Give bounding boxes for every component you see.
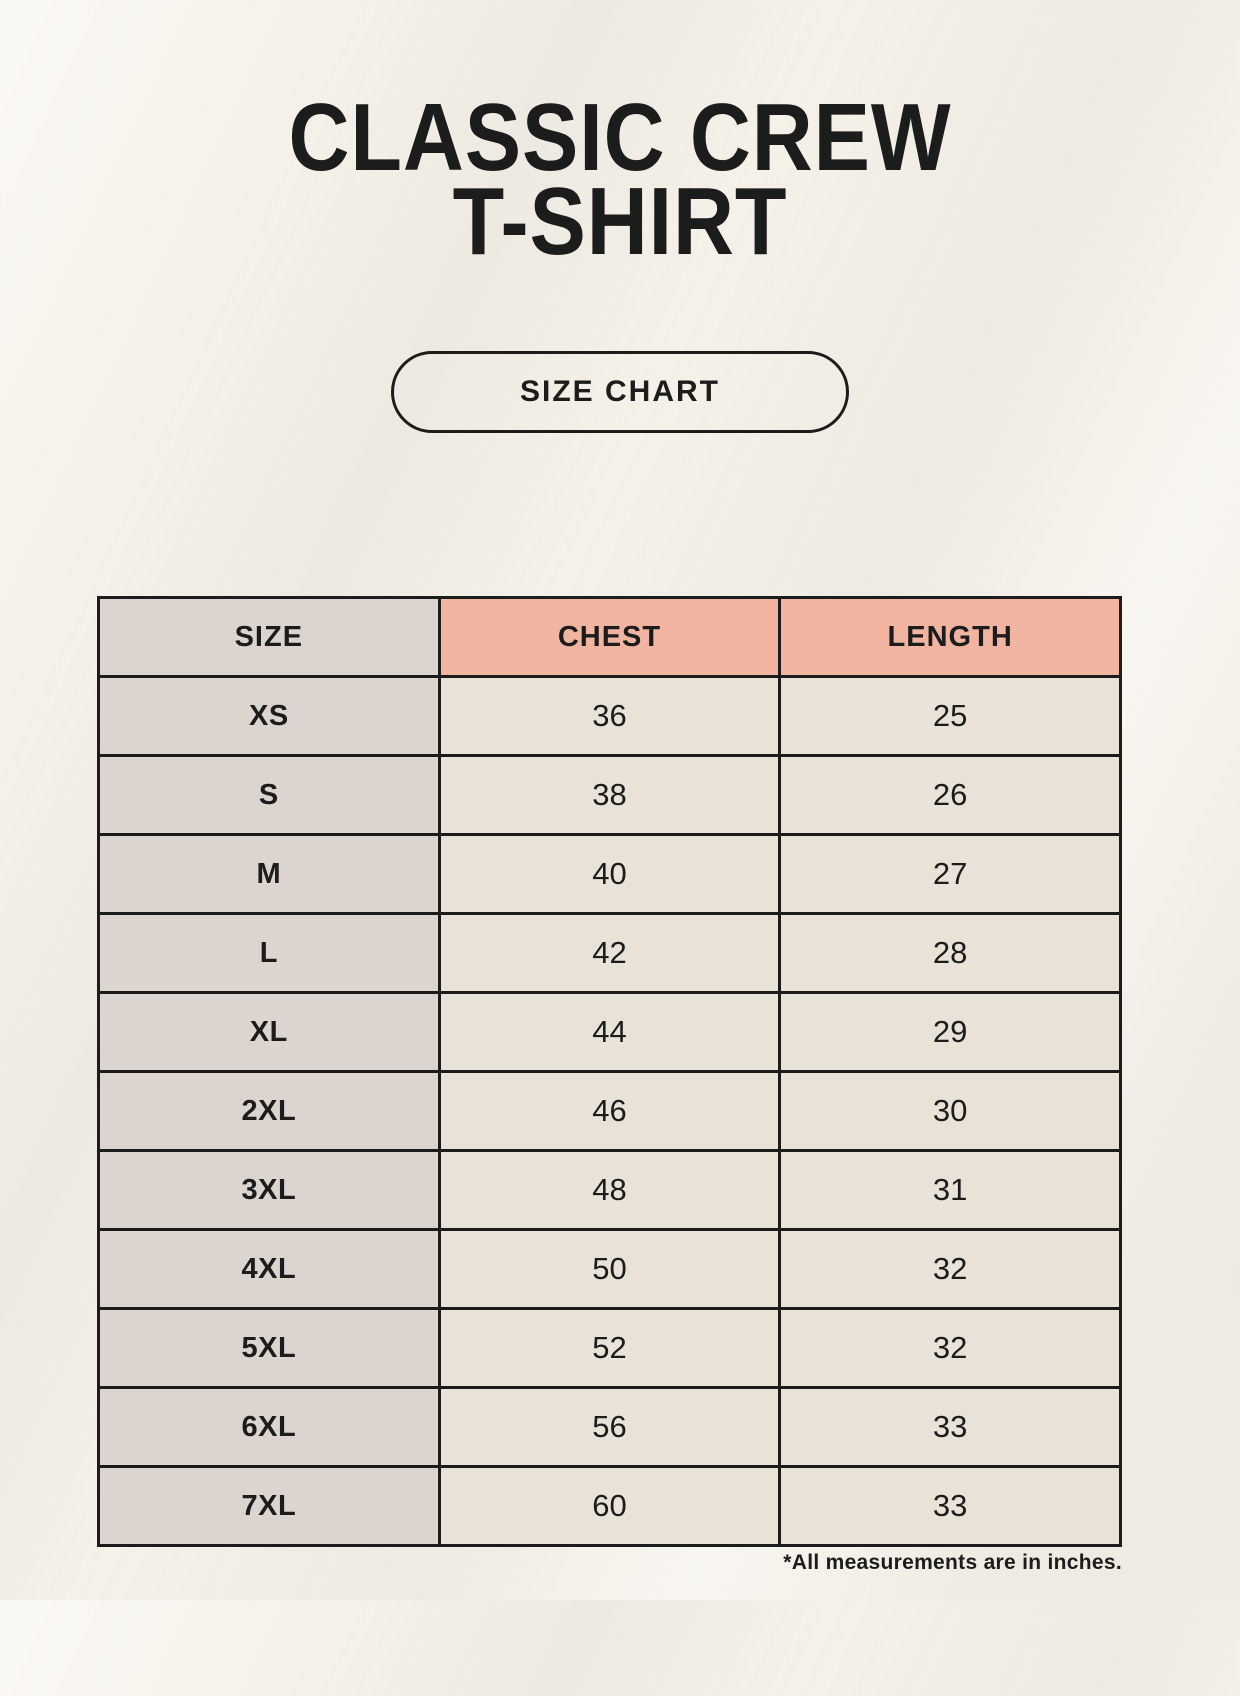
table-row bbox=[99, 1230, 1121, 1309]
size-cell: 5XL bbox=[99, 1309, 440, 1388]
size-chart-button[interactable]: SIZE CHART bbox=[391, 351, 849, 433]
table-row bbox=[99, 1388, 1121, 1467]
chest-cell: 60 bbox=[439, 1467, 780, 1546]
measurements-footnote: *All measurements are in inches. bbox=[783, 1551, 1122, 1574]
size-cell: 4XL bbox=[99, 1230, 440, 1309]
table-row bbox=[99, 677, 1121, 756]
page-title-line1: CLASSIC CREW bbox=[288, 84, 952, 191]
table-row bbox=[99, 835, 1121, 914]
size-chart-page bbox=[0, 84, 1240, 1696]
chest-cell: 36 bbox=[439, 677, 780, 756]
length-cell: 33 bbox=[780, 1388, 1121, 1467]
size-cell: 7XL bbox=[99, 1467, 440, 1546]
size-cell: S bbox=[99, 756, 440, 835]
size-cell: XL bbox=[99, 993, 440, 1072]
size-cell: 6XL bbox=[99, 1388, 440, 1467]
chest-cell: 46 bbox=[439, 1072, 780, 1151]
table-header-row bbox=[99, 598, 1121, 677]
length-cell: 31 bbox=[780, 1151, 1121, 1230]
header-length: LENGTH bbox=[780, 598, 1121, 677]
length-cell: 32 bbox=[780, 1230, 1121, 1309]
size-cell: 2XL bbox=[99, 1072, 440, 1151]
chest-cell: 40 bbox=[439, 835, 780, 914]
table-row bbox=[99, 756, 1121, 835]
table-row bbox=[99, 993, 1121, 1072]
chest-cell: 44 bbox=[439, 993, 780, 1072]
size-cell: M bbox=[99, 835, 440, 914]
length-cell: 30 bbox=[780, 1072, 1121, 1151]
chest-cell: 56 bbox=[439, 1388, 780, 1467]
length-cell: 33 bbox=[780, 1467, 1121, 1546]
size-cell: L bbox=[99, 914, 440, 993]
header-size: SIZE bbox=[99, 598, 440, 677]
size-cell: XS bbox=[99, 677, 440, 756]
table-row bbox=[99, 914, 1121, 993]
table-row bbox=[99, 1072, 1121, 1151]
table-row bbox=[99, 1467, 1121, 1546]
chest-cell: 50 bbox=[439, 1230, 780, 1309]
chest-cell: 52 bbox=[439, 1309, 780, 1388]
length-cell: 28 bbox=[780, 914, 1121, 993]
size-table-body bbox=[99, 677, 1121, 1546]
page-title bbox=[74, 84, 1165, 276]
size-chart-table bbox=[97, 596, 1122, 1547]
length-cell: 29 bbox=[780, 993, 1121, 1072]
page-title-line2: T-SHIRT bbox=[452, 168, 788, 276]
size-cell: 3XL bbox=[99, 1151, 440, 1230]
length-cell: 26 bbox=[780, 756, 1121, 835]
length-cell: 27 bbox=[780, 835, 1121, 914]
table-row bbox=[99, 1151, 1121, 1230]
header-chest: CHEST bbox=[439, 598, 780, 677]
chest-cell: 38 bbox=[439, 756, 780, 835]
length-cell: 32 bbox=[780, 1309, 1121, 1388]
table-row bbox=[99, 1309, 1121, 1388]
size-chart-table-container bbox=[97, 596, 1122, 1547]
chest-cell: 42 bbox=[439, 914, 780, 993]
chest-cell: 48 bbox=[439, 1151, 780, 1230]
length-cell: 25 bbox=[780, 677, 1121, 756]
